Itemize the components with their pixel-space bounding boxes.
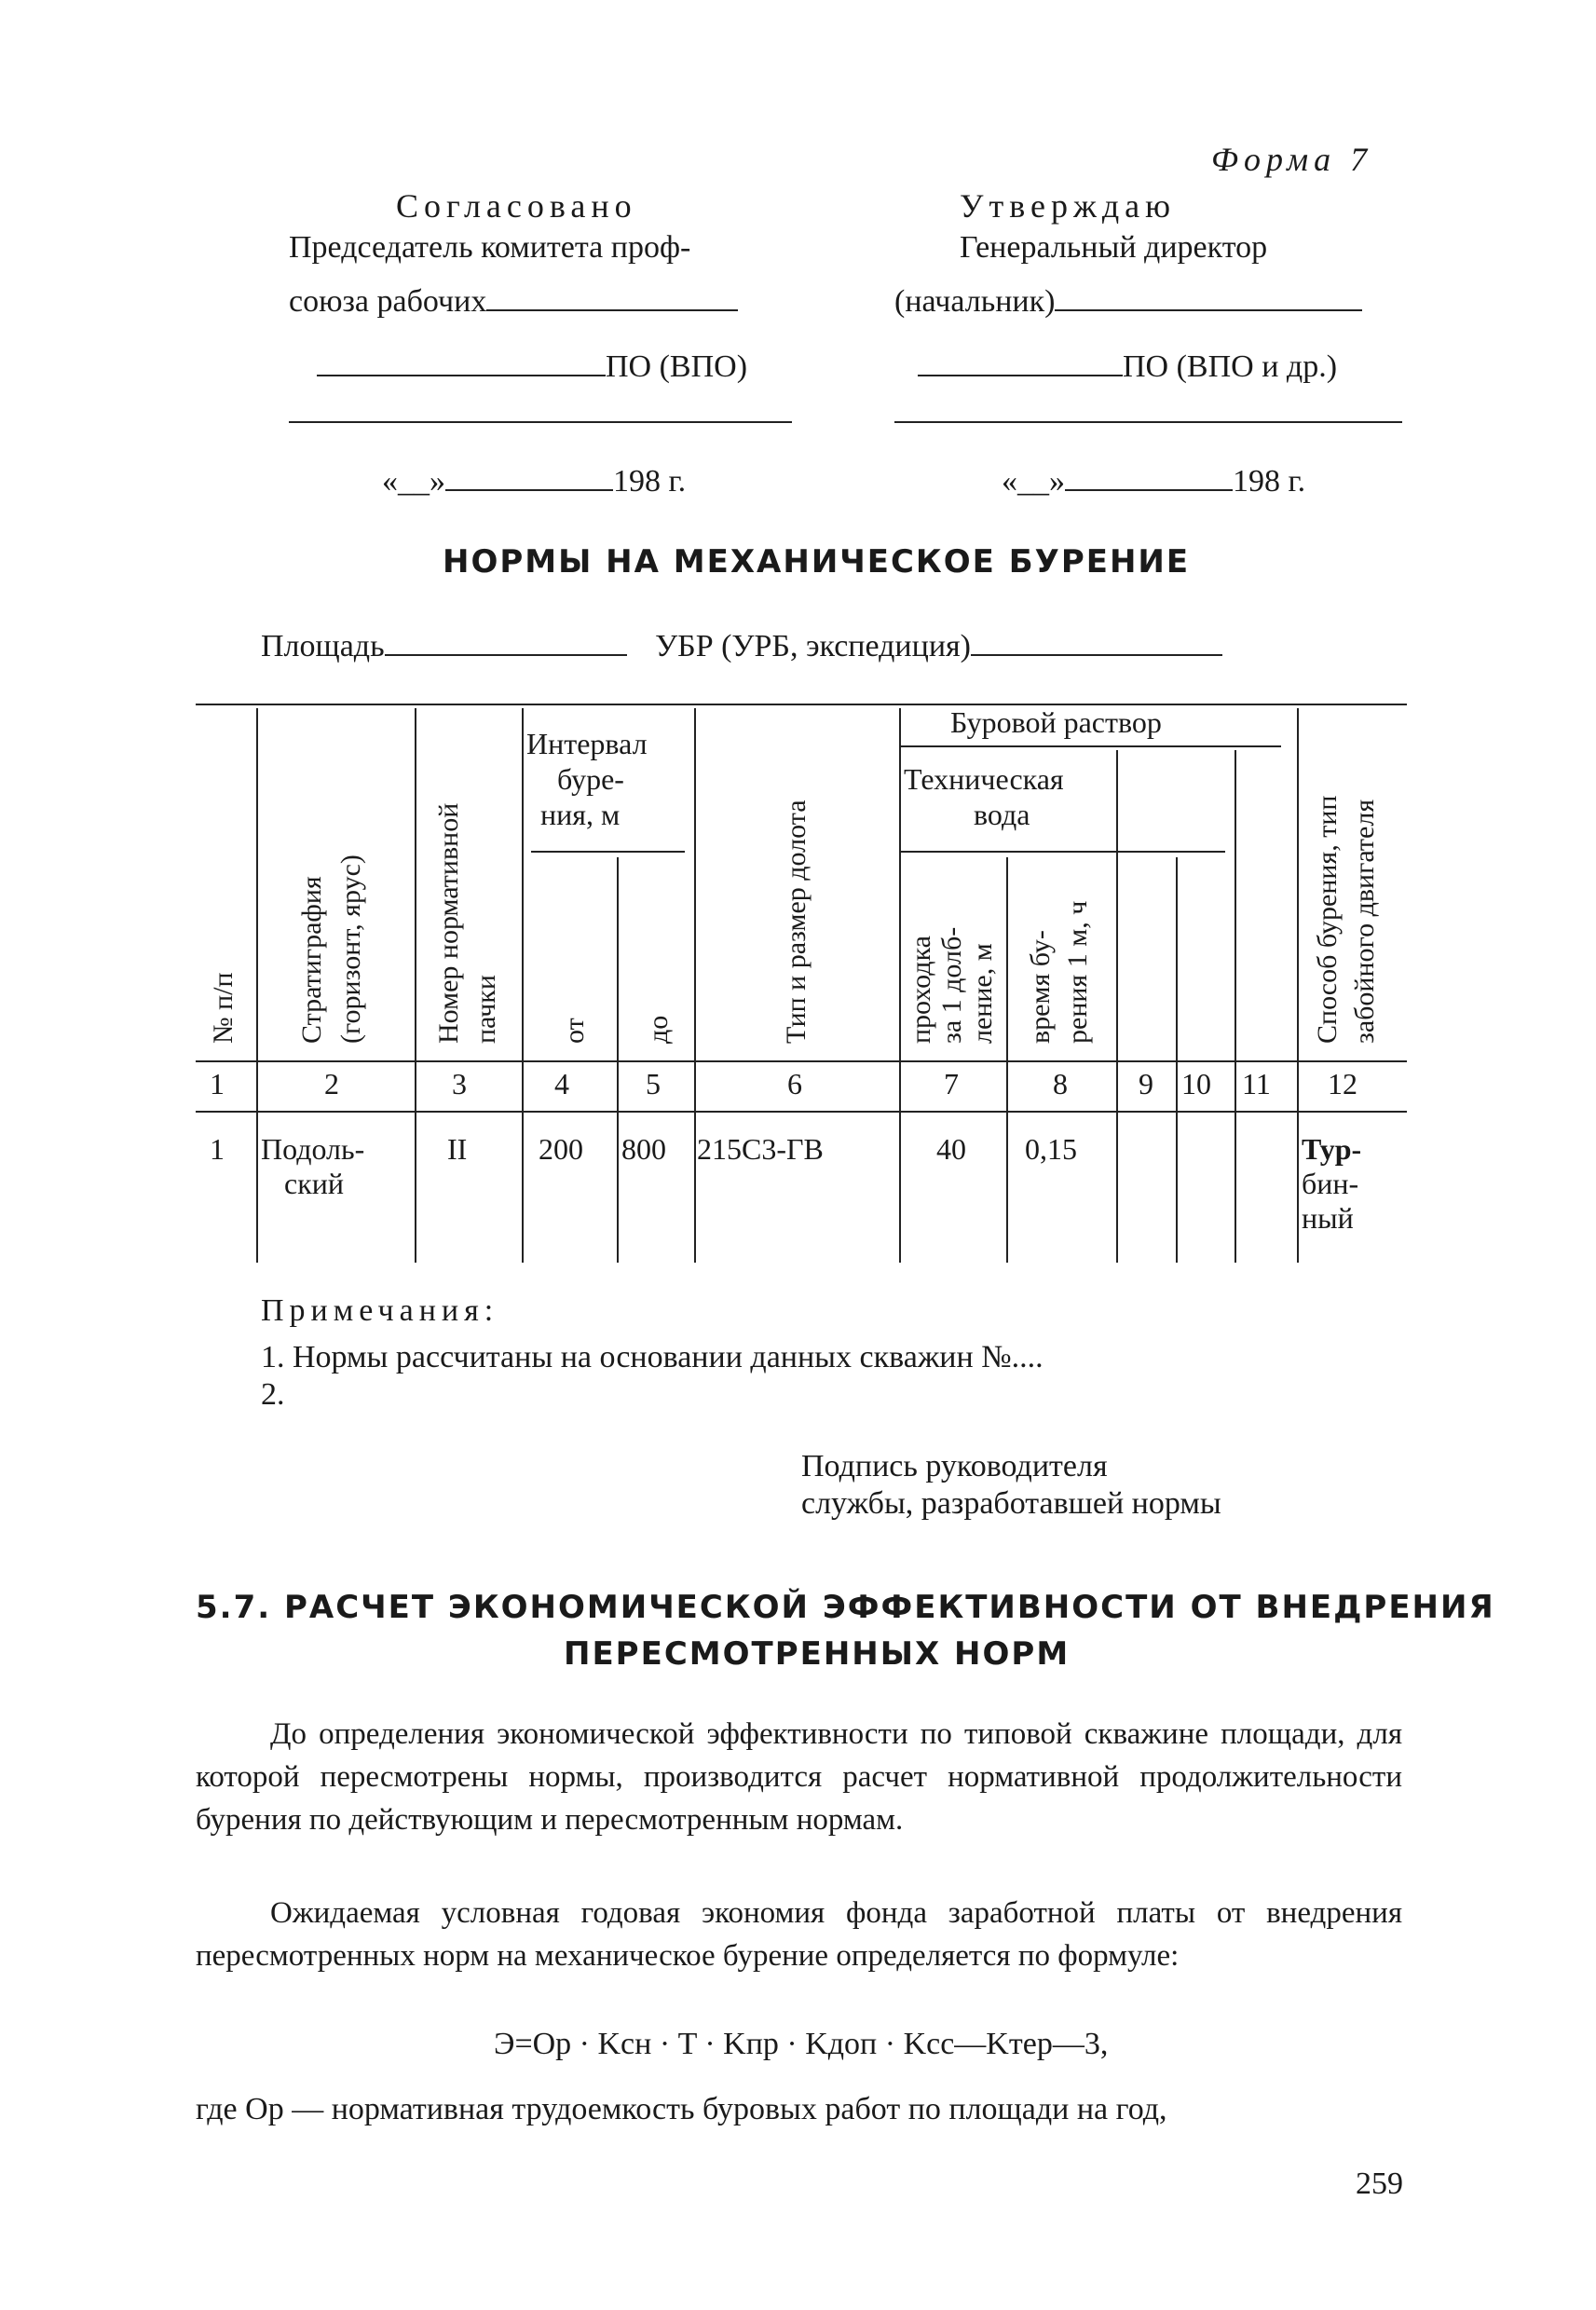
- header-drilling-mud: Буровой раствор: [950, 705, 1162, 739]
- header-stratigraphy: Стратиграфия: [296, 876, 327, 1044]
- agreed-blank-line: [289, 421, 792, 423]
- approve-line1: Генеральный директор: [960, 230, 1268, 265]
- header-pack-number: Номер нормативной: [433, 802, 464, 1044]
- table-top-rule: [196, 704, 1407, 705]
- notes-title: Примечания:: [261, 1293, 499, 1328]
- table-header-rule: [196, 1060, 1407, 1062]
- signature-line1: Подпись руководителя: [801, 1449, 1108, 1483]
- notes-item-2: 2.: [261, 1377, 285, 1412]
- header-to: до: [643, 1015, 674, 1044]
- header-stratigraphy-sub: (горизонт, ярус): [335, 854, 366, 1044]
- header-number: № п/п: [208, 972, 239, 1044]
- form-label: Форма 7: [1211, 141, 1373, 178]
- paragraph-1: До определения экономической эффективности по типовой скважине площади, для которой пересмотрены нормы, производится расчет нормативной продолжительности бурения по действующим и пересмотренным нормам.: [196, 1717, 1402, 1837]
- approve-blank-line: [894, 421, 1402, 423]
- agreed-org-line: ПО (ВПО): [317, 347, 747, 385]
- agreed-line1: Председатель комитета проф-: [289, 230, 691, 265]
- main-title: НОРМЫ НА МЕХАНИЧЕСКОЕ БУРЕНИЕ: [443, 543, 1191, 581]
- area-line: Площадь УБР (УРБ, экспедиция): [261, 626, 1222, 664]
- section-title-line2: ПЕРЕСМОТРЕННЫХ НОРМ: [564, 1635, 1071, 1673]
- agreed-title: Согласовано: [396, 187, 637, 225]
- page-number: 259: [1356, 2166, 1403, 2201]
- agreed-line2: союза рабочих: [289, 281, 738, 320]
- approve-date: «__» 198 г.: [1002, 461, 1305, 499]
- signature-line2: службы, разработавшей нормы: [801, 1486, 1221, 1521]
- section-title-line1: 5.7. РАСЧЕТ ЭКОНОМИЧЕСКОЙ ЭФФЕКТИВНОСТИ ОТ ВНЕДРЕНИЯ: [196, 1589, 1495, 1626]
- header-tech-water: Техническая: [904, 762, 1064, 796]
- table-number-rule: [196, 1111, 1407, 1113]
- approve-line2: (начальник): [894, 281, 1362, 320]
- approve-title: Утверждаю: [960, 187, 1177, 225]
- header-bit-type: Тип и размер долота: [781, 800, 812, 1044]
- header-interval: Интервал: [526, 727, 648, 760]
- paragraph-2: Ожидаемая условная годовая экономия фонда заработной платы от внедрения пересмотренных норм на механическое бурение определяется по формуле:: [196, 1896, 1402, 1973]
- agreed-date: «__» 198 г.: [382, 461, 686, 499]
- header-penetration: проходка: [906, 935, 936, 1044]
- header-pack-number-sub: пачки: [471, 975, 501, 1044]
- formula: Э=Oр · Kсн · T · Kпр · Kдоп · Kсс—Kтер—3,: [494, 2027, 1109, 2061]
- header-drilling-time: время бу-: [1025, 930, 1056, 1044]
- notes-item-1: 1. Нормы рассчитаны на основании данных скважин №....: [261, 1340, 1044, 1374]
- where-line: где Oр — нормативная трудоемкость буровых работ по площади на год,: [196, 2092, 1167, 2126]
- approve-org-line: ПО (ВПО и др.): [918, 347, 1337, 385]
- header-from: от: [559, 1018, 590, 1044]
- header-drilling-method: Способ бурения, тип: [1312, 795, 1343, 1044]
